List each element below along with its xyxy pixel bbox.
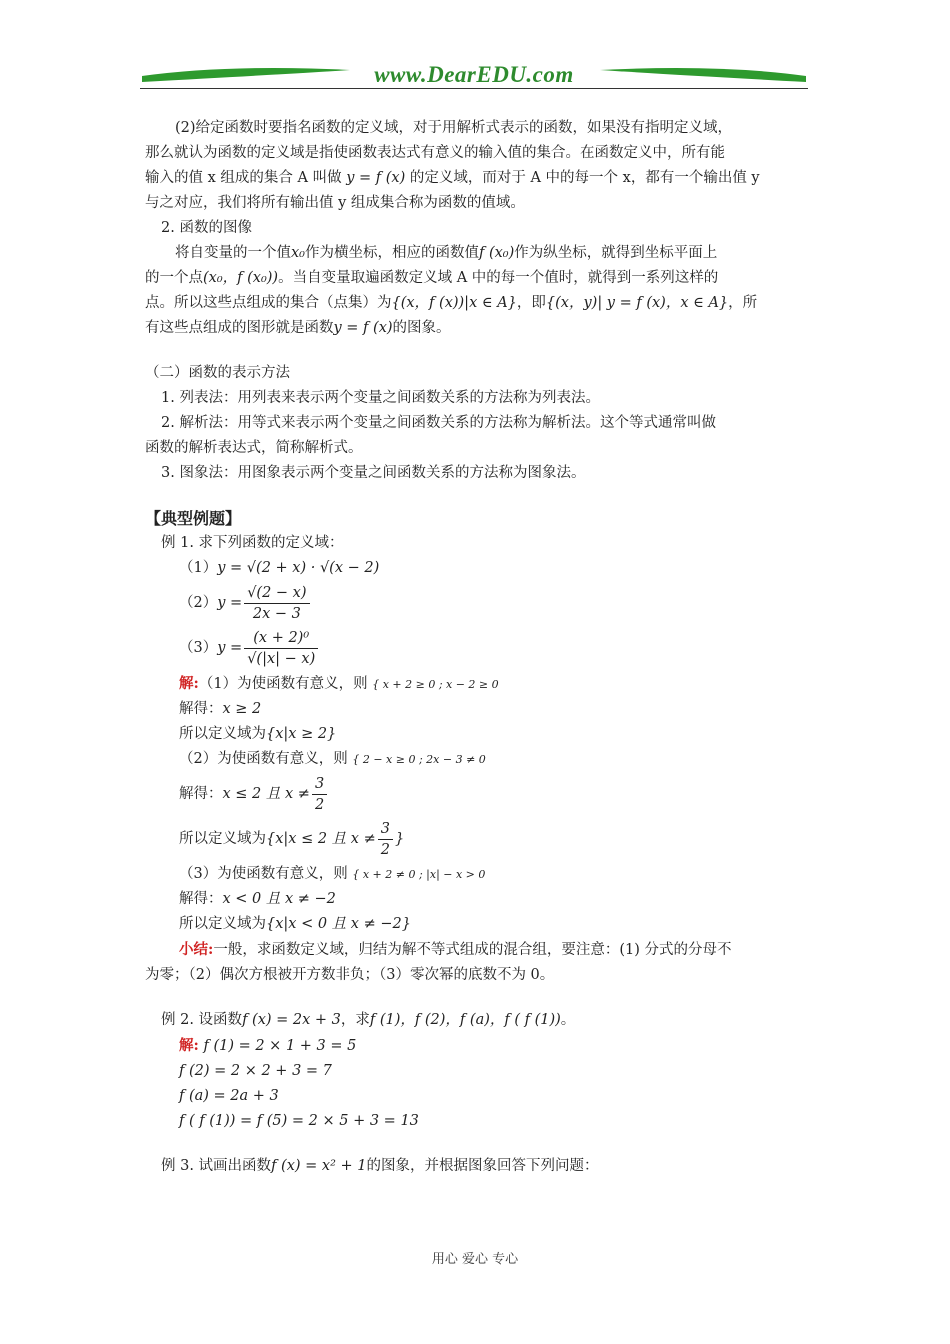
math-expr: y =	[217, 595, 243, 611]
text: 例 3. 试画出函数	[161, 1158, 272, 1174]
text: 解得：	[179, 786, 223, 802]
text: 作为纵坐标，就得到坐标平面上	[514, 245, 718, 261]
paragraph-line: (2)给定函数时要指名函数的定义域，对于用解析式表示的函数，如果没有指明定义域，	[175, 120, 733, 136]
math-expr: {(x，y)| y = f (x)，x ∈ A}	[545, 295, 729, 311]
paragraph-line: 3. 图象法：用图象表示两个变量之间函数关系的方法称为图象法。	[161, 465, 586, 481]
text: 点。所以这些点组成的集合（点集）为	[145, 295, 392, 311]
math-expr: {x|x < 0 且 x ≠ −2}	[266, 916, 411, 932]
text: 。	[560, 1012, 576, 1028]
heading-line: （二）函数的表示方法	[145, 365, 290, 381]
fraction-denominator: 2x − 3	[252, 605, 301, 622]
solution-label: 解:	[179, 1037, 199, 1054]
solution-line	[145, 1109, 810, 1134]
text: 的图象。	[392, 320, 451, 336]
math-expr: x ≤ 2 且 x ≠	[222, 786, 310, 802]
text: 作为横坐标，相应的函数值	[305, 245, 479, 261]
text: ，所	[728, 295, 758, 311]
math-line	[145, 625, 810, 671]
text: ，即	[516, 295, 546, 311]
solution-line	[145, 1033, 810, 1059]
text: 所以定义域为	[179, 916, 266, 932]
math-expr: y = f (x)	[333, 320, 393, 336]
solution-line	[145, 747, 810, 772]
math-system: { 2 − x ≥ 0 ; 2x − 3 ≠ 0	[352, 753, 486, 766]
summary-line	[145, 937, 810, 963]
paragraph-line: 2. 解析法：用等式来表示两个变量之间函数关系的方法称为解析法。这个等式通常叫做	[161, 415, 716, 431]
text: 所以定义域为	[179, 831, 266, 847]
paragraph-line: 函数的解析表达式，简称解析式。	[145, 440, 363, 456]
text: 的定义域，而对于 A 中的每一个 x，都有一个输出值 y	[409, 170, 760, 186]
math-expr: f (2) = 2 × 2 + 3 = 7	[179, 1063, 332, 1079]
math-line	[145, 556, 810, 581]
solution-line	[145, 697, 810, 722]
page-footer: 用心 爱心 专心	[431, 1252, 519, 1267]
text: 将自变量的一个值	[175, 245, 291, 261]
math-expr: (x₀，f (x₀))	[203, 270, 279, 286]
text: 有这些点组成的图形就是函数	[145, 320, 334, 336]
paragraph-line	[145, 266, 810, 291]
solution-line	[145, 1084, 810, 1109]
math-system: { x + 2 ≥ 0 ; x − 2 ≥ 0	[372, 678, 499, 691]
text: 输入的值 x 组成的集合 A 叫做	[145, 170, 342, 186]
text: （2）	[179, 595, 218, 611]
solution-line	[145, 887, 810, 912]
paragraph-line	[145, 316, 810, 341]
text: ，求	[340, 1012, 370, 1028]
fraction-denominator: 2	[314, 796, 325, 813]
math-expr: {x|x ≤ 2 且 x ≠	[266, 831, 376, 847]
paragraph-line: 与之对应，我们将所有输出值 y 组成集合称为函数的值域。	[145, 195, 525, 211]
text: （2）为使函数有意义，则	[179, 751, 348, 767]
text: 一般，求函数定义域，归结为解不等式组成的混合组，要注意：(1) 分式的分母不	[213, 942, 732, 958]
solution-line	[145, 671, 810, 697]
solution-line	[145, 1059, 810, 1084]
solution-line	[145, 862, 810, 887]
math-expr: f ( f (1)) = f (5) = 2 × 5 + 3 = 13	[179, 1113, 419, 1129]
page-header	[140, 60, 808, 94]
solution-line	[145, 912, 810, 937]
fraction	[244, 628, 318, 669]
fraction	[244, 583, 309, 624]
fraction-numerator: 3	[312, 774, 327, 795]
fraction-denominator: 2	[380, 841, 390, 858]
solution-label: 解:	[179, 675, 199, 692]
fraction-numerator: 3	[378, 819, 393, 840]
text: （3）为使函数有意义，则	[179, 866, 348, 882]
math-expr: x < 0 且 x ≠ −2	[222, 891, 336, 907]
math-expr: x ≥ 2	[222, 701, 262, 717]
text: 所以定义域为	[179, 726, 266, 742]
example-title	[145, 1008, 810, 1033]
text: （3）	[179, 640, 218, 656]
paragraph-line: 那么就认为函数的定义域是指使函数表达式有意义的输入值的集合。在函数定义中，所有能	[145, 145, 725, 161]
paragraph-line	[145, 166, 810, 191]
math-expr: f (x) = 2x + 3	[242, 1012, 341, 1028]
example-title	[145, 1154, 810, 1179]
math-expr: f (a) = 2a + 3	[179, 1088, 279, 1104]
section-title: 【典型例题】	[145, 509, 242, 528]
text: 解得：	[179, 891, 223, 907]
math-expr: f (1)，f (2)，f (a)，f ( f (1))	[369, 1012, 561, 1028]
summary-label: 小结:	[179, 941, 214, 958]
text: 的一个点	[145, 270, 203, 286]
paragraph-line	[145, 241, 810, 266]
fraction	[312, 774, 327, 815]
math-line	[145, 581, 810, 625]
math-system: { x + 2 ≠ 0 ; |x| − x > 0	[352, 868, 486, 881]
math-expr: f (x) = x² + 1	[271, 1158, 367, 1174]
example-title: 例 1. 求下列函数的定义域：	[161, 535, 344, 551]
paragraph-line: 1. 列表法：用列表来表示两个变量之间函数关系的方法称为列表法。	[161, 390, 600, 406]
math-expr: y = f (x)	[346, 170, 406, 186]
math-expr: {(x，f (x))|x ∈ A}	[391, 295, 517, 311]
heading-line: 2. 函数的图像	[161, 220, 252, 236]
math-expr: f (1) = 2 × 1 + 3 = 5	[203, 1038, 357, 1054]
fraction-denominator: √(|x| − x)	[247, 650, 316, 667]
text: （1）	[179, 560, 218, 576]
math-expr: y = √(2 + x) · √(x − 2)	[217, 560, 380, 576]
math-expr: x₀	[291, 245, 305, 261]
math-expr: }	[394, 831, 405, 847]
text: 解得：	[179, 701, 223, 717]
fraction-numerator: √(2 − x)	[244, 583, 309, 604]
text: 的图象，并根据图象回答下列问题：	[366, 1158, 599, 1174]
solution-line	[145, 722, 810, 747]
solution-line	[145, 816, 810, 862]
header-logo: www.DearEDU.com	[374, 62, 574, 87]
paragraph-line	[145, 291, 810, 316]
math-expr: y =	[217, 640, 243, 656]
text: （1）为使函数有意义，则	[198, 676, 368, 692]
text: 例 2. 设函数	[161, 1012, 243, 1028]
header-rule	[140, 88, 808, 89]
fraction-numerator: (x + 2)⁰	[244, 628, 318, 649]
math-expr: {x|x ≥ 2}	[266, 726, 337, 742]
content-body	[145, 116, 810, 1179]
text: 。当自变量取遍函数定义域 A 中的每一个值时，就得到一系列这样的	[278, 270, 719, 286]
math-expr: f (x₀)	[479, 245, 515, 261]
fraction	[378, 819, 393, 860]
solution-line	[145, 772, 810, 816]
summary-line: 为零；（2）偶次方根被开方数非负；（3）零次幂的底数不为 0。	[145, 967, 555, 983]
